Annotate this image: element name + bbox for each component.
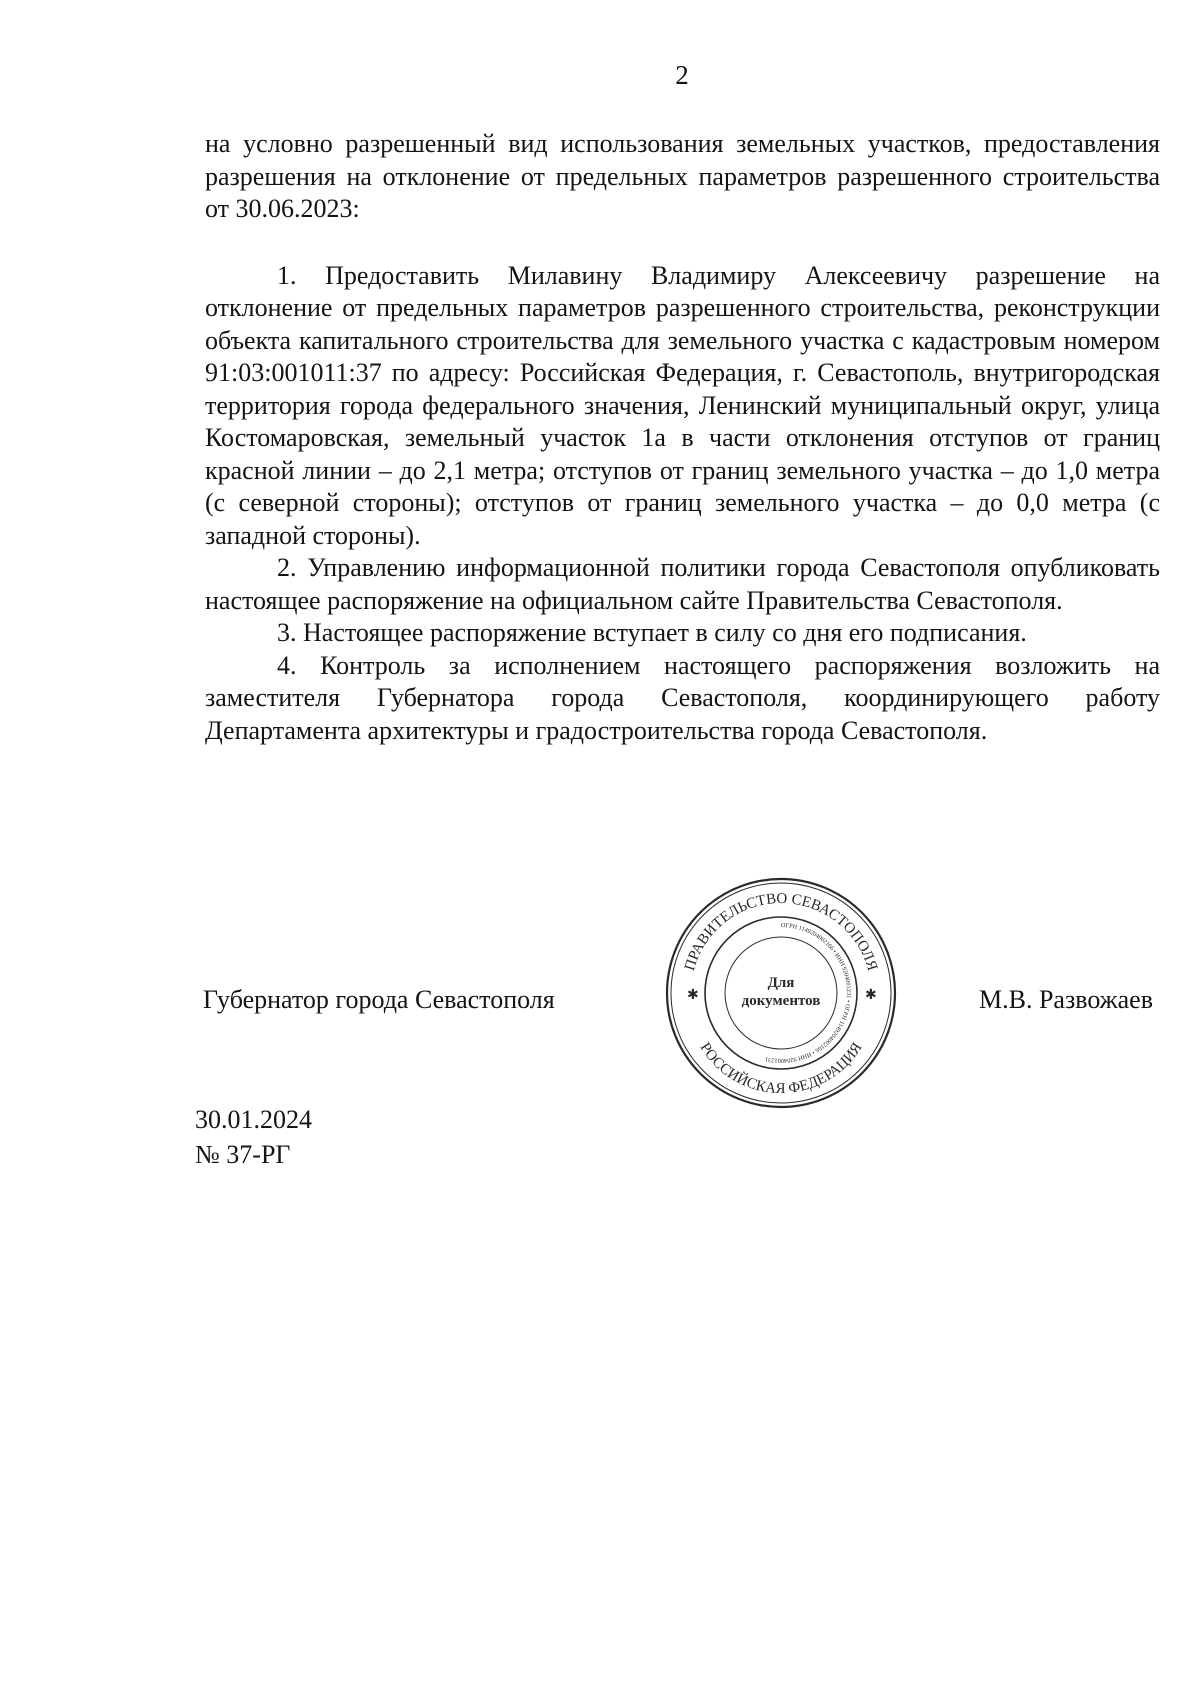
seal-star-left-icon: ✱: [687, 988, 699, 1003]
document-body: [205, 128, 1160, 747]
seal-star-right-icon: ✱: [865, 988, 877, 1003]
seal-bottom-text: РОССИЙСКАЯ ФЕДЕРАЦИЯ: [696, 1039, 866, 1098]
document-date: 30.01.2024: [195, 1105, 312, 1134]
paragraph-item-3: 3. Настоящее распоряжение вступает в силу со дня его подписания.: [277, 618, 1027, 647]
signatory-name: М.В. Развожаев: [978, 985, 1153, 1014]
seal-center-line1: Для: [767, 975, 795, 991]
seal-inner-ring-text: ОГРН 1149204002166 • ИНН 9204001231 • ОГРН 1149204002166 • ИНН 9204001231: [764, 921, 852, 1065]
official-seal: [663, 875, 899, 1111]
signatory-title: Губернатор города Севастополя: [203, 985, 555, 1014]
paragraph-item-4: 4. Контроль за исполнением настоящего распоряжения возложить на заместителя Губернатора города Севастополя, координирующего работу Департамента архитектуры и градостроительства города Севастополя.: [205, 650, 1160, 745]
paragraph-item-2: 2. Управлению информационной политики города Севастополя опубликовать настоящее распоряжение на официальном сайте Правительства Севастополя.: [205, 553, 1160, 615]
paragraph-item-1: 1. Предоставить Милавину Владимиру Алексеевичу разрешение на отклонение от предельных параметров разрешенного строительства, реконструкции объекта капитального строительства для земельного участка с кадастровым номером 91:03:001011:37 по адресу: Российская Федерация, г. Севастополь, внутригородская территория города федерального значения, Ленинский муниципальный округ, улица Костомаровская, земельный участок 1а в части отклонения отступов от границ красной линии – до 2,1 метра; отступов от границ земельного участка – до 1,0 метра (с северной стороны); отступов от границ земельного участка – до 0,0 метра (с западной стороны).: [205, 260, 1160, 550]
page-number: 2: [675, 60, 689, 90]
seal-graphic: [663, 875, 899, 1111]
paragraph-intro: на условно разрешенный вид использования земельных участков, предоставления разрешения на отклонение от предельных параметров разрешенного строительства от 30.06.2023:: [205, 129, 1160, 223]
seal-top-text: ПРАВИТЕЛЬСТВО СЕВАСТОПОЛЯ: [681, 890, 880, 973]
document-number: № 37-РГ: [195, 1140, 291, 1169]
seal-center-line2: документов: [741, 993, 821, 1009]
